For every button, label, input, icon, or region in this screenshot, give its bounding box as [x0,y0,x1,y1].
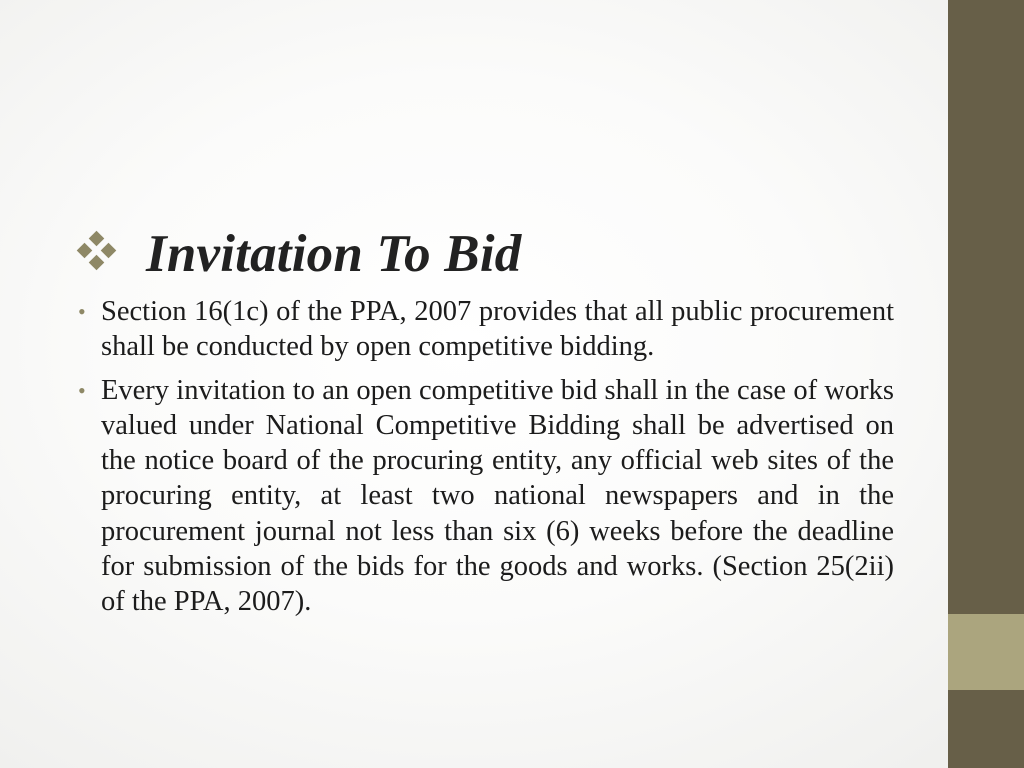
bullet-dot-icon: • [78,299,86,324]
diamond-bottom [89,255,105,271]
bullet-dot-icon: • [78,377,86,403]
bullet-item [76,294,894,365]
four-diamond-icon [76,230,124,278]
bullet-list [76,294,894,620]
diamond-top [89,231,105,247]
right-sidebar-accent-square [948,614,1024,690]
title-row [76,222,522,286]
bullet-item [76,373,894,620]
bullet-text: Section 16(1c) of the PPA, 2007 provides that all public procurement shall be conducted by open competitive bidding. [101,296,894,363]
diamond-left [77,243,93,259]
slide-title: Invitation To Bid [146,225,522,283]
diamond-right [101,243,117,259]
bullet-text: Every invitation to an open competitive bid shall in the case of works valued under National Competitive Bidding shall be advertised on the notice board of the procuring entity, any official web sites of the procuring entity, at least two national newspapers and in the procurement journal not less than six (6) weeks before the deadline for submission of the bids for the goods and works. (Section 25(2ii) of the PPA, 2007). [101,374,894,618]
